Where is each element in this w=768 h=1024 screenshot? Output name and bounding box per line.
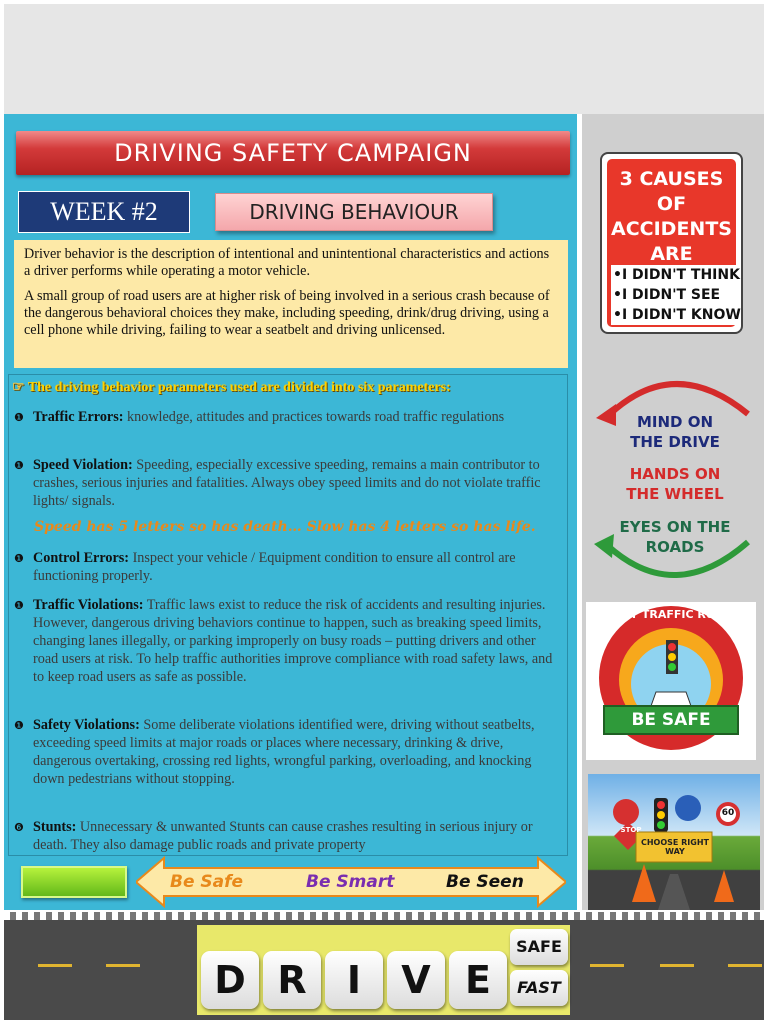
fast-die: FAST bbox=[510, 970, 568, 1006]
double-arrow-banner bbox=[136, 856, 566, 908]
green-button[interactable] bbox=[21, 866, 127, 898]
speed-slogan: Speed has 5 letters so has death… Slow has 4 letters so has life. bbox=[34, 519, 536, 535]
obey-traffic-rules-badge bbox=[586, 602, 756, 760]
param-title: Stunts: bbox=[33, 819, 77, 835]
drive-die-e: E bbox=[449, 951, 507, 1009]
lane-marking bbox=[38, 964, 72, 967]
speed-limit-text: 60 bbox=[721, 808, 735, 818]
topic-label: DRIVING BEHAVIOUR bbox=[215, 193, 493, 231]
drive-die-v: V bbox=[387, 951, 445, 1009]
bullet-icon: ❶ bbox=[14, 460, 24, 472]
drive-die-i: I bbox=[325, 951, 383, 1009]
sign-causes-list: •I DIDN'T THINK •I DIDN'T SEE •I DIDN'T KNOW bbox=[613, 267, 741, 323]
be-safe-badge-text: BE SAFE bbox=[631, 710, 711, 730]
hands-on-text: HANDS ON THE WHEEL bbox=[626, 465, 724, 503]
param-item-speed-violation bbox=[14, 456, 559, 510]
be-smart-text: Be Smart bbox=[306, 872, 395, 892]
intro-box bbox=[14, 240, 568, 368]
param-text: Speeding, especially excessive speeding, remains a main contributor to crashes, serious injuries and fatalities. Always obey speed limits and do not violate traffic lights/ signals. bbox=[33, 457, 541, 509]
obey-rules-text: OBEY TRAFFIC RULES bbox=[604, 608, 738, 621]
mind-on-drive-graphic bbox=[590, 374, 760, 588]
param-item-safety-violations bbox=[14, 716, 559, 788]
choose-right-way-text: CHOOSE RIGHT WAY bbox=[640, 838, 710, 856]
intro-paragraph-1: Driver behavior is the description of intentional and unintentional characteristics and actions a driver performs while operating a motor vehicle. bbox=[24, 246, 550, 279]
eyes-on-text: EYES ON THE ROADS bbox=[619, 518, 731, 556]
mind-on-text: MIND ON THE DRIVE bbox=[630, 413, 720, 451]
road-signs-picture bbox=[588, 774, 760, 910]
campaign-banner: DRIVING SAFETY CAMPAIGN bbox=[16, 131, 570, 175]
lane-marking bbox=[728, 964, 762, 967]
stop-sign-text: STOP bbox=[620, 826, 642, 834]
param-title: Traffic Violations: bbox=[33, 597, 144, 613]
top-gray-area bbox=[4, 4, 764, 114]
lane-marking bbox=[106, 964, 140, 967]
pointing-hand-icon: ☞ bbox=[12, 380, 25, 395]
param-text: Unnecessary & unwanted Stunts can cause crashes resulting in serious injury or death. They also damage public roads and private property bbox=[33, 819, 533, 853]
drive-die-d: D bbox=[201, 951, 259, 1009]
param-title: Control Errors: bbox=[33, 550, 130, 566]
lane-marking bbox=[590, 964, 624, 967]
traffic-rules-badge-icon bbox=[586, 602, 756, 760]
week-label: WEEK #2 bbox=[18, 191, 190, 233]
be-safe-text: Be Safe bbox=[170, 872, 244, 892]
param-title: Safety Violations: bbox=[33, 717, 140, 733]
accident-causes-sign bbox=[600, 152, 743, 334]
bullet-icon: ❶ bbox=[14, 600, 24, 612]
sign-title: 3 CAUSES OF ACCIDENTS ARE bbox=[611, 168, 732, 265]
parameters-heading-text: The driving behavior parameters used are divided into six parameters: bbox=[27, 380, 451, 395]
safe-die: SAFE bbox=[510, 929, 568, 965]
bullet-icon: ❶ bbox=[14, 720, 24, 732]
param-title: Traffic Errors: bbox=[33, 409, 124, 425]
bullet-icon: ❶ bbox=[14, 412, 24, 424]
param-text: knowledge, attitudes and practices towards road traffic regulations bbox=[123, 409, 505, 425]
param-text: Inspect your vehicle / Equipment condition to ensure all control are functioning properly. bbox=[33, 550, 516, 584]
param-text: Some deliberate violations identified were, driving without seatbelts, exceeding speed limits at major roads or places where necessary, drinking & drive, dangerous overtaking, crossing red lights, wrongful parking, overloading, and knocking down pedestrians without stopping. bbox=[33, 717, 535, 787]
road-edge-stripe bbox=[4, 912, 764, 920]
param-text: Traffic laws exist to reduce the risk of accidents and resulting injuries. However, dangerous driving behaviors continue to happen, such as breaking speed limits, changing lanes illegally, or parking improperly on busy roads – putting drivers and other road users at risk. To help traffic authorities improve compliance with road safety laws, and to keep road users as safe as possible. bbox=[33, 597, 553, 685]
param-item-traffic-errors bbox=[14, 408, 559, 426]
intro-paragraph-2: A small group of road users are at higher risk of being involved in a serious crash because of the dangerous behavioral choices they make, including speeding, drink/drug driving, using a cell phone while driving, failing to wear a seatbelt and driving unlicensed. bbox=[24, 288, 550, 338]
bullet-icon: ❻ bbox=[14, 822, 24, 834]
param-item-stunts bbox=[14, 818, 559, 854]
parameters-heading bbox=[12, 379, 562, 396]
be-seen-text: Be Seen bbox=[446, 872, 524, 892]
param-title: Speed Violation: bbox=[33, 457, 133, 473]
lane-marking bbox=[660, 964, 694, 967]
drive-die-r: R bbox=[263, 951, 321, 1009]
param-item-control-errors bbox=[14, 549, 559, 585]
param-item-traffic-violations bbox=[14, 596, 559, 686]
bullet-icon: ❶ bbox=[14, 553, 24, 565]
